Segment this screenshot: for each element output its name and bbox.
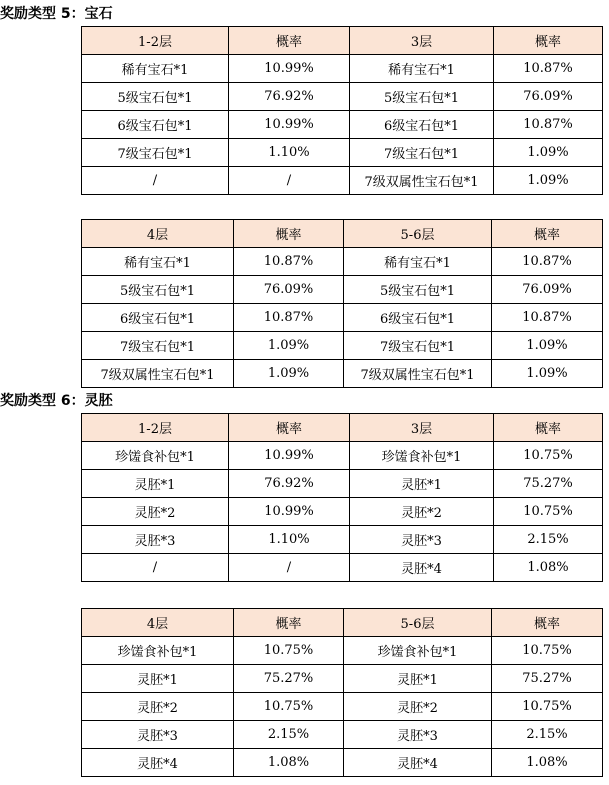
- table-row: [82, 55, 603, 83]
- table-cell: 稀有宝石*1: [82, 55, 229, 83]
- header-cell: 概率: [229, 27, 350, 55]
- table-cell: 5级宝石包*1: [350, 83, 494, 111]
- table-cell: 珍馐食补包*1: [344, 637, 492, 665]
- table-cell: 珍馐食补包*1: [350, 442, 494, 470]
- header-cell: 4层: [82, 220, 234, 248]
- table-cell: /: [82, 554, 229, 582]
- table-cell: 灵胚*1: [82, 665, 234, 693]
- table-cell: 5级宝石包*1: [344, 276, 492, 304]
- table-cell: 6级宝石包*1: [82, 111, 229, 139]
- table-cell: 灵胚*2: [82, 498, 229, 526]
- table-cell: 10.87%: [494, 111, 603, 139]
- table-cell: 6级宝石包*1: [82, 304, 234, 332]
- table-cell: 10.99%: [229, 442, 350, 470]
- table-header-row: [82, 27, 603, 55]
- table-cell: 10.99%: [229, 498, 350, 526]
- table-cell: 1.09%: [492, 360, 603, 388]
- table-cell: 1.09%: [234, 360, 344, 388]
- spirit-table-floors-4-6: [81, 608, 603, 777]
- table-cell: 76.09%: [494, 83, 603, 111]
- table-row: [82, 360, 603, 388]
- table-cell: 5级宝石包*1: [82, 276, 234, 304]
- header-cell: 概率: [492, 220, 603, 248]
- table-cell: 1.08%: [234, 749, 344, 777]
- table-row: [82, 470, 603, 498]
- table-cell: 1.09%: [494, 167, 603, 195]
- header-cell: 概率: [234, 609, 344, 637]
- table-header-row: [82, 609, 603, 637]
- gem-table-floors-1-3: [81, 26, 603, 195]
- table-cell: 灵胚*4: [344, 749, 492, 777]
- table-row: [82, 248, 603, 276]
- table-cell: 7级双属性宝石包*1: [350, 167, 494, 195]
- table-cell: 10.75%: [234, 693, 344, 721]
- table-cell: 灵胚*3: [82, 526, 229, 554]
- header-cell: 概率: [229, 414, 350, 442]
- header-cell: 概率: [234, 220, 344, 248]
- table-cell: 6级宝石包*1: [344, 304, 492, 332]
- header-cell: 5-6层: [344, 220, 492, 248]
- table-header-row: [82, 414, 603, 442]
- table-cell: 灵胚*2: [350, 498, 494, 526]
- table-cell: 珍馐食补包*1: [82, 442, 229, 470]
- section-5-title: 奖励类型 5：宝石: [0, 6, 113, 22]
- table-cell: 10.75%: [492, 693, 603, 721]
- header-cell: 5-6层: [344, 609, 492, 637]
- table-row: [82, 554, 603, 582]
- header-cell: 3层: [350, 27, 494, 55]
- section-6-title: 奖励类型 6：灵胚: [0, 393, 113, 409]
- table-cell: 10.99%: [229, 111, 350, 139]
- table-cell: 灵胚*2: [344, 693, 492, 721]
- table-cell: /: [229, 167, 350, 195]
- table-cell: 灵胚*4: [350, 554, 494, 582]
- header-cell: 3层: [350, 414, 494, 442]
- table-cell: 1.10%: [229, 139, 350, 167]
- table-row: [82, 637, 603, 665]
- table-cell: 10.87%: [492, 248, 603, 276]
- table-row: [82, 442, 603, 470]
- table-cell: 7级宝石包*1: [350, 139, 494, 167]
- header-cell: 1-2层: [82, 27, 229, 55]
- table-cell: 1.08%: [494, 554, 603, 582]
- gem-table-floors-4-6: [81, 219, 603, 388]
- table-cell: 6级宝石包*1: [350, 111, 494, 139]
- spirit-table-floors-1-3: [81, 413, 603, 582]
- table-cell: 7级双属性宝石包*1: [344, 360, 492, 388]
- table-cell: 1.09%: [492, 332, 603, 360]
- table-row: [82, 83, 603, 111]
- table-cell: 2.15%: [494, 526, 603, 554]
- table-cell: 5级宝石包*1: [82, 83, 229, 111]
- table-cell: 稀有宝石*1: [350, 55, 494, 83]
- table-cell: 灵胚*3: [344, 721, 492, 749]
- table-cell: /: [82, 167, 229, 195]
- table-cell: 76.09%: [492, 276, 603, 304]
- table-cell: 7级宝石包*1: [82, 139, 229, 167]
- header-cell: 概率: [494, 414, 603, 442]
- table-row: [82, 139, 603, 167]
- table-row: [82, 526, 603, 554]
- table-row: [82, 749, 603, 777]
- table-row: [82, 693, 603, 721]
- table-cell: 75.27%: [494, 470, 603, 498]
- table-cell: 10.75%: [234, 637, 344, 665]
- table-cell: 2.15%: [234, 721, 344, 749]
- table-cell: /: [229, 554, 350, 582]
- table-cell: 稀有宝石*1: [82, 248, 234, 276]
- table-header-row: [82, 220, 603, 248]
- table-cell: 1.10%: [229, 526, 350, 554]
- table-cell: 10.75%: [492, 637, 603, 665]
- table-cell: 10.87%: [234, 248, 344, 276]
- table-cell: 76.92%: [229, 83, 350, 111]
- table-row: [82, 304, 603, 332]
- table-cell: 7级双属性宝石包*1: [82, 360, 234, 388]
- table-cell: 稀有宝石*1: [344, 248, 492, 276]
- header-cell: 1-2层: [82, 414, 229, 442]
- table-cell: 1.09%: [494, 139, 603, 167]
- table-row: [82, 498, 603, 526]
- table-row: [82, 332, 603, 360]
- table-cell: 灵胚*1: [344, 665, 492, 693]
- table-cell: 10.75%: [494, 442, 603, 470]
- table-cell: 10.87%: [494, 55, 603, 83]
- table-row: [82, 111, 603, 139]
- header-cell: 概率: [494, 27, 603, 55]
- table-cell: 灵胚*1: [82, 470, 229, 498]
- header-cell: 4层: [82, 609, 234, 637]
- table-cell: 10.87%: [234, 304, 344, 332]
- header-cell: 概率: [492, 609, 603, 637]
- table-row: [82, 721, 603, 749]
- table-cell: 灵胚*4: [82, 749, 234, 777]
- table-cell: 76.92%: [229, 470, 350, 498]
- table-cell: 7级宝石包*1: [82, 332, 234, 360]
- table-cell: 2.15%: [492, 721, 603, 749]
- table-cell: 1.08%: [492, 749, 603, 777]
- table-row: [82, 276, 603, 304]
- table-cell: 灵胚*3: [82, 721, 234, 749]
- table-cell: 75.27%: [492, 665, 603, 693]
- table-cell: 灵胚*2: [82, 693, 234, 721]
- table-cell: 灵胚*3: [350, 526, 494, 554]
- table-cell: 10.99%: [229, 55, 350, 83]
- table-cell: 10.87%: [492, 304, 603, 332]
- table-cell: 76.09%: [234, 276, 344, 304]
- table-cell: 75.27%: [234, 665, 344, 693]
- table-row: [82, 167, 603, 195]
- table-cell: 灵胚*1: [350, 470, 494, 498]
- table-cell: 珍馐食补包*1: [82, 637, 234, 665]
- table-row: [82, 665, 603, 693]
- table-cell: 7级宝石包*1: [344, 332, 492, 360]
- table-cell: 10.75%: [494, 498, 603, 526]
- table-cell: 1.09%: [234, 332, 344, 360]
